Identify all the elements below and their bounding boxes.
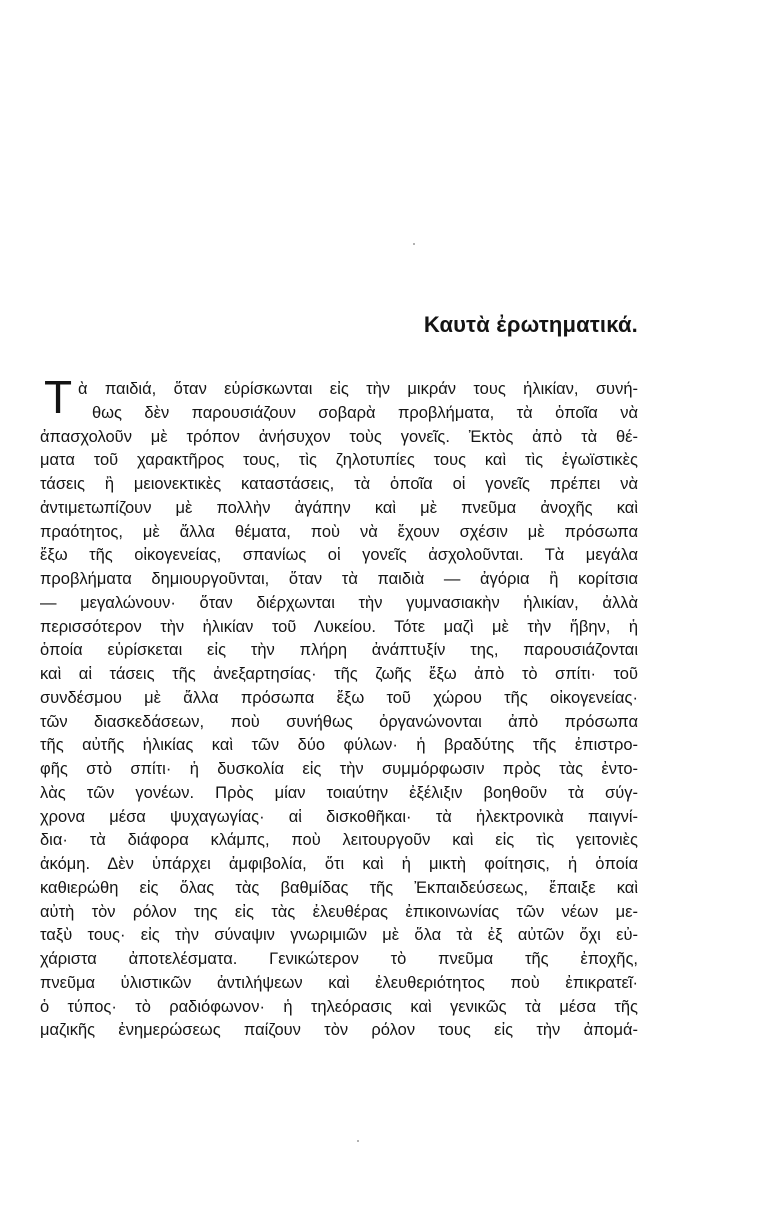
text-line: τάσεις ἢ μειονεκτικὲς καταστάσεις, τὰ ὁποῖα οἱ γονεῖς πρέπει νὰ	[40, 475, 638, 493]
text-line: ἀκόμη. Δὲν ὑπάρχει ἀμφιβολία, ὅτι καὶ ἡ μικτὴ φοίτησις, ἡ ὁποία	[40, 855, 638, 873]
text-line: πνεῦμα ὑλιστικῶν ἀντιλήψεων καὶ ἐλευθεριότητος ποὺ ἐπικρατεῖ·	[40, 973, 638, 992]
text-line: τῶν διασκεδάσεων, ποὺ συνήθως ὀργανώνονται ἀπὸ πρόσωπα	[40, 712, 638, 731]
text-line: προβλήματα δημιουργοῦνται, ὅταν τὰ παιδιὰ — ἀγόρια ἢ κορίτσια	[40, 570, 638, 588]
text-line: ὁποία εὑρίσκεται εἰς τὴν πλήρη ἀνάπτυξίν της, παρουσιάζονται	[40, 641, 638, 660]
chapter-title: Καυτὰ ἐρωτηματικά.	[423, 312, 638, 337]
print-speck	[357, 1140, 359, 1142]
text-line: καὶ αἱ τάσεις τῆς ἀνεξαρτησίας· τῆς ζωῆς ἔξω ἀπὸ τὸ σπίτι· τοῦ	[40, 665, 638, 683]
text-line: ὰ παιδιά, ὅταν εὑρίσκωνται εἰς τὴν μικράν τους ἡλικίαν, συνή-	[78, 380, 638, 398]
text-line: πραότητος, μὲ ἄλλα θέματα, ποὺ νὰ ἔχουν σχέσιν μὲ πρόσωπα	[40, 522, 638, 541]
text-line: λὰς τῶν γονέων. Πρὸς μίαν τοιαύτην ἐξέλιξιν βοηθοῦν τὰ σύγ-	[40, 783, 638, 802]
body-paragraph	[40, 371, 638, 1043]
text-line: ταξὺ τους· εἰς τὴν σύναψιν γνωριμιῶν μὲ ὅλα τὰ ἐξ αὐτῶν ὄχι εὐ-	[40, 926, 638, 945]
text-line: καθιερώθη εἰς ὅλας τὰς βαθμίδας τῆς Ἐκπαιδεύσεως, ἔπαιξε καὶ	[40, 878, 638, 897]
text-line: ὁ τύπος· τὸ ραδιόφωνον· ἡ τηλεόρασις καὶ γενικῶς τὰ μέσα τῆς	[40, 997, 638, 1016]
text-line: περισσότερον τὴν ἡλικίαν τοῦ Λυκείου. Τότε μαζὶ μὲ τὴν ἥβην, ἡ	[40, 617, 638, 636]
print-speck	[413, 243, 415, 245]
text-line: χάριστα ἀποτελέσματα. Γενικώτερον τὸ πνεῦμα τῆς ἐποχῆς,	[40, 950, 638, 968]
text-line: συνδέσμου μὲ ἄλλα πρόσωπα ἔξω τοῦ χώρου τῆς οἰκογενείας·	[40, 688, 638, 707]
text-line: τῆς αὐτῆς ἡλικίας καὶ τῶν δύο φύλων· ἡ βραδύτης τῆς ἐπιστρο-	[40, 736, 638, 755]
text-line: φῆς στὸ σπίτι· ἡ δυσκολία εἰς τὴν συμμόρφωσιν πρὸς τὰς ἐντο-	[40, 760, 638, 778]
text-line: ἔξω τῆς οἰκογενείας, σπανίως οἱ γονεῖς ἀσχολοῦνται. Τὰ μεγάλα	[40, 546, 638, 565]
text-line: αὐτὴ τὸν ρόλον της εἰς τὰς ἐλευθέρας ἐπικοινωνίας τῶν νέων με-	[40, 902, 638, 921]
drop-cap: Τ	[44, 371, 73, 423]
text-line: ἀπασχολοῦν μὲ τρόπον ἀνήσυχον τοὺς γονεῖς. Ἐκτὸς ἀπὸ τὰ θέ-	[40, 427, 638, 446]
text-line: χρονα μέσα ψυχαγωγίας· αἱ δισκοθῆκαι· τὰ ἠλεκτρονικὰ παιγνί-	[40, 807, 638, 826]
text-line: — μεγαλώνουν· ὅταν διέρχωνται τὴν γυμνασιακὴν ἡλικίαν, ἀλλὰ	[40, 593, 638, 612]
text-line: ἀντιμετωπίζουν μὲ πολλὴν ἀγάπην καὶ μὲ πνεῦμα ἀνοχῆς καὶ	[40, 498, 638, 517]
text-line: δια· τὰ διάφορα κλάμπς, ποὺ λειτουργοῦν καὶ εἰς τὶς γειτονιὲς	[40, 831, 638, 850]
text-line: ματα τοῦ χαρακτῆρος τους, τὶς ζηλοτυπίες τους καὶ τὶς ἐγωϊστικὲς	[40, 451, 638, 470]
text-line: μαζικῆς ἐνημερώσεως παίζουν τὸν ρόλον τους εἰς τὴν ἀπομά-	[40, 1021, 638, 1040]
text-line: θως δὲν παρουσιάζουν σοβαρὰ προβλήματα, τὰ ὁποῖα νὰ	[92, 403, 638, 422]
